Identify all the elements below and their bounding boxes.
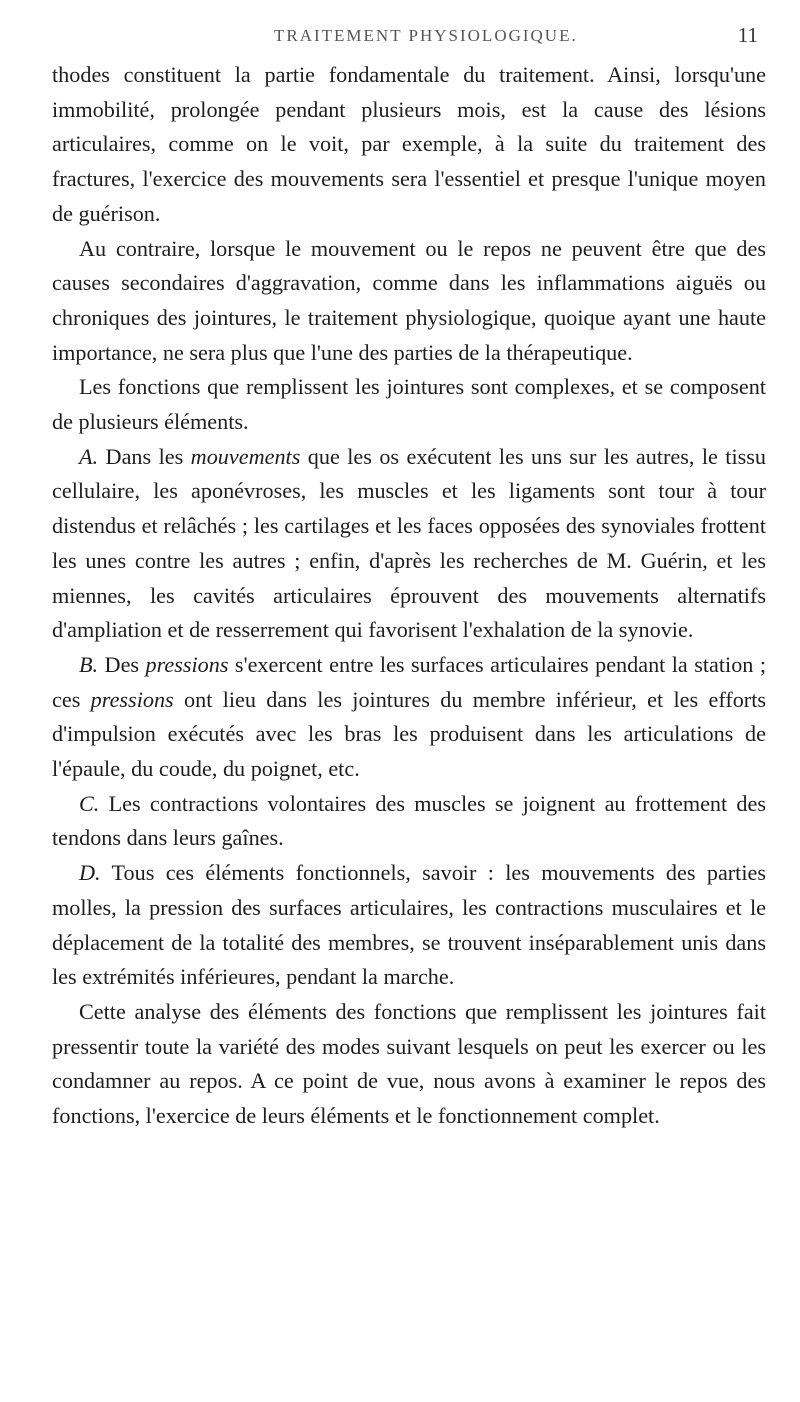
item-letter-b: B. bbox=[79, 651, 99, 677]
paragraph-a-mouvements bbox=[52, 440, 766, 648]
item-letter-c: C. bbox=[79, 790, 100, 816]
item-letter-a: A. bbox=[79, 443, 99, 469]
body-text bbox=[52, 58, 766, 1134]
paragraph-b-pre: Des bbox=[98, 651, 146, 677]
paragraph-c-body: Les contractions volontaires des muscles se joignent au frottement des tendons dans leurs gaînes. bbox=[52, 790, 766, 851]
term-mouvements: mouvements bbox=[190, 443, 301, 469]
paragraph-b-pressions bbox=[52, 648, 766, 787]
running-header bbox=[52, 0, 766, 58]
paragraph-b-post: ont lieu dans les jointures du membre inférieur, et les efforts d'impulsion exécutés avec les bras les produisent dans les articulations de l'épaule, du coude, du poignet, etc. bbox=[52, 686, 766, 782]
paragraph-fonctions: Les fonctions que remplissent les jointures sont complexes, et se composent de plusieurs éléments. bbox=[52, 374, 766, 435]
paragraph-c-contractions bbox=[52, 787, 766, 856]
item-letter-d: D. bbox=[79, 860, 101, 886]
book-page bbox=[52, 0, 766, 1134]
paragraph-analyse: Cette analyse des éléments des fonctions que remplissent les jointures fait pressentir toute la variété des modes suivant lesquels on peut les exercer ou les condamner au repos. A ce point de vue, nous avons à examiner le repos des fonctions, l'exercice de leurs éléments et le fonctionnement complet. bbox=[52, 998, 766, 1129]
paragraph-au-contraire: Au contraire, lorsque le mouvement ou le repos ne peuvent être que des causes secondaires d'aggravation, comme dans les inflammations aiguës ou chroniques des jointures, le traitement physiologique, quoique ayant une haute importance, ne sera plus que l'une des parties de la thérapeutique. bbox=[52, 235, 766, 365]
term-pressions-1: pressions bbox=[145, 651, 229, 677]
paragraph-d-body: Tous ces éléments fonctionnels, savoir : les mouvements des parties molles, la pression des surfaces articulaires, les contractions musculaires et le déplacement de la totalité des membres, se trouvent inséparablement unis dans les extrémités inférieures, pendant la marche. bbox=[52, 860, 766, 990]
paragraph-continuation: thodes constituent la partie fondamentale du traitement. Ainsi, lorsqu'une immobilité, prolongée pendant plusieurs mois, est la cause des lésions articulaires, comme on le voit, par exemple, à la suite du traitement des fractures, l'exercice des mouvements sera l'essentiel et presque l'unique moyen de guérison. bbox=[52, 62, 766, 226]
paragraph-d-elements bbox=[52, 856, 766, 995]
page-number: 11 bbox=[737, 23, 758, 47]
paragraph-a-pre: Dans les bbox=[98, 443, 191, 469]
paragraph-b-mid: s'exercent entre les surfaces articulaires pendant la station ; ces bbox=[52, 651, 766, 712]
term-pressions-2: pressions bbox=[90, 686, 174, 712]
running-title: TRAITEMENT PHYSIOLOGIQUE. bbox=[274, 26, 578, 45]
paragraph-a-post: que les os exécutent les uns sur les autres, le tissu cellulaire, les aponévroses, les muscles et les ligaments sont tour à tour distendus et relâchés ; les cartilages et les faces opposées des synoviales frottent les unes contre les autres ; enfin, d'après les recherches de M. Guérin, et les miennes, les cavités articulaires éprouvent des mouvements alternatifs d'ampliation et de resserrement qui favorisent l'exhalation de la synovie. bbox=[52, 443, 767, 643]
